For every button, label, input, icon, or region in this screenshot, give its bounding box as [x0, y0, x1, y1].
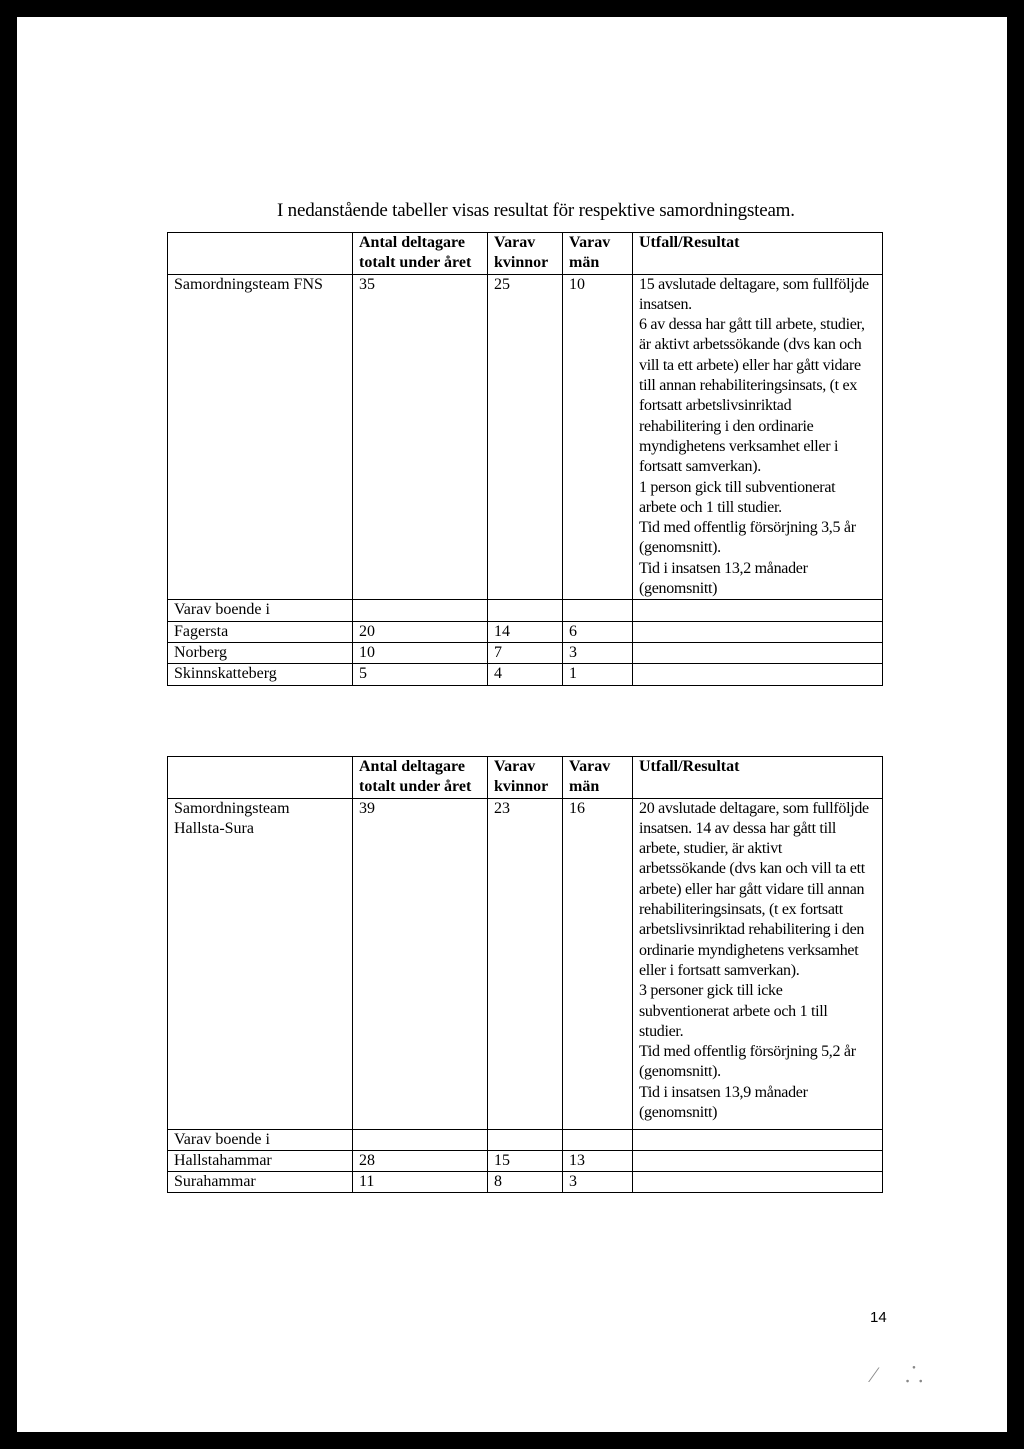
row-name: Hallstahammar — [168, 1150, 353, 1171]
varav-empty — [353, 1129, 488, 1150]
row-total: 10 — [353, 642, 488, 663]
results-table-fns — [167, 232, 883, 686]
team-total: 39 — [353, 798, 488, 1129]
row-kvinnor: 8 — [488, 1172, 563, 1193]
header-antal — [353, 757, 488, 799]
table-header-row — [168, 233, 883, 275]
row-kvinnor: 7 — [488, 642, 563, 663]
row-total: 20 — [353, 621, 488, 642]
team-man: 10 — [563, 274, 633, 600]
row-total: 5 — [353, 664, 488, 685]
row-man: 3 — [563, 1172, 633, 1193]
header-man-line2: män — [569, 778, 600, 796]
row-man: 1 — [563, 664, 633, 685]
varav-label: Varav boende i — [168, 600, 353, 621]
scan-artifact-icon: ⁄ ⸫ — [872, 1362, 936, 1387]
intro-text: I nedanstående tabeller visas resultat för respektive samordningsteam. — [277, 200, 795, 221]
row-man: 13 — [563, 1150, 633, 1171]
team-name-line2: Hallsta-Sura — [174, 819, 254, 837]
team-kvinnor: 23 — [488, 798, 563, 1129]
team-name — [168, 798, 353, 1129]
header-utfall — [633, 233, 883, 275]
team-row — [168, 798, 883, 1129]
team-utfall: 20 avslutade deltagare, som fullföljde insatsen. 14 av dessa har gått till arbete, studier, är aktivt arbetssökande (dvs kan och vill ta ett arbete) eller har gått vidare till annan rehabiliteringsinsats, (t ex fortsatt arbetslivsinriktad rehabilitering i den ordinarie myndighetens verksamhet eller i fortsatt samverkan). 3 personer gick till icke subventionerat arbete och 1 till studier. Tid med offentlig försörjning 5,2 år (genomsnitt). Tid i insatsen 13,9 månader (genomsnitt) — [633, 798, 883, 1129]
team-total: 35 — [353, 274, 488, 600]
header-antal-line1: Antal deltagare — [359, 758, 465, 775]
row-name: Surahammar — [168, 1172, 353, 1193]
header-utfall-label: Utfall/Resultat — [639, 758, 740, 775]
team-kvinnor: 25 — [488, 274, 563, 600]
header-utfall-label: Utfall/Resultat — [639, 234, 740, 251]
table-row — [168, 621, 883, 642]
varav-empty — [353, 600, 488, 621]
row-utfall-empty — [633, 1172, 883, 1193]
header-kvinnor — [488, 757, 563, 799]
varav-row — [168, 600, 883, 621]
table-row — [168, 1172, 883, 1193]
varav-empty — [633, 1129, 883, 1150]
header-man — [563, 757, 633, 799]
header-kvinnor — [488, 233, 563, 275]
header-kvinnor-line1: Varav — [494, 234, 536, 251]
team-row — [168, 274, 883, 600]
header-antal-line2: totalt under året — [359, 778, 472, 796]
team-name-line1: Samordningsteam — [174, 799, 290, 817]
table-row — [168, 642, 883, 663]
header-antal — [353, 233, 488, 275]
row-total: 11 — [353, 1172, 488, 1193]
header-empty-cell — [168, 233, 353, 275]
header-utfall — [633, 757, 883, 799]
row-kvinnor: 4 — [488, 664, 563, 685]
row-kvinnor: 14 — [488, 621, 563, 642]
row-utfall-empty — [633, 664, 883, 685]
row-man: 3 — [563, 642, 633, 663]
results-table-hallsta-sura — [167, 756, 883, 1193]
varav-empty — [633, 600, 883, 621]
varav-empty — [488, 1129, 563, 1150]
team-man: 16 — [563, 798, 633, 1129]
header-kvinnor-line2: kvinnor — [494, 254, 549, 272]
header-antal-line2: totalt under året — [359, 254, 472, 272]
row-utfall-empty — [633, 621, 883, 642]
header-man — [563, 233, 633, 275]
row-utfall-empty — [633, 642, 883, 663]
page-number: 14 — [870, 1309, 887, 1326]
header-empty-cell — [168, 757, 353, 799]
document-page — [17, 17, 1007, 1432]
table-row — [168, 664, 883, 685]
header-kvinnor-line1: Varav — [494, 758, 536, 775]
table-row — [168, 1150, 883, 1171]
header-antal-line1: Antal deltagare — [359, 234, 465, 251]
row-kvinnor: 15 — [488, 1150, 563, 1171]
varav-row — [168, 1129, 883, 1150]
header-man-line2: män — [569, 254, 600, 272]
varav-empty — [488, 600, 563, 621]
header-man-line1: Varav — [569, 234, 611, 251]
header-kvinnor-line2: kvinnor — [494, 778, 549, 796]
row-man: 6 — [563, 621, 633, 642]
row-name: Norberg — [168, 642, 353, 663]
team-utfall: 15 avslutade deltagare, som fullföljde insatsen. 6 av dessa har gått till arbete, studier, är aktivt arbetssökande (dvs kan och vill ta ett arbete) eller har gått vidare till annan rehabiliteringsinsats, (t ex fortsatt arbetslivsinriktad rehabilitering i den ordinarie myndighetens verksamhet eller i fortsatt samverkan). 1 person gick till subventionerat arbete och 1 till studier. Tid med offentlig försörjning 3,5 år (genomsnitt). Tid i insatsen 13,2 månader (genomsnitt) — [633, 274, 883, 600]
varav-empty — [563, 600, 633, 621]
row-total: 28 — [353, 1150, 488, 1171]
row-name: Fagersta — [168, 621, 353, 642]
varav-label: Varav boende i — [168, 1129, 353, 1150]
table-header-row — [168, 757, 883, 799]
row-utfall-empty — [633, 1150, 883, 1171]
row-name: Skinnskatteberg — [168, 664, 353, 685]
header-man-line1: Varav — [569, 758, 611, 775]
team-name: Samordningsteam FNS — [168, 274, 353, 600]
varav-empty — [563, 1129, 633, 1150]
